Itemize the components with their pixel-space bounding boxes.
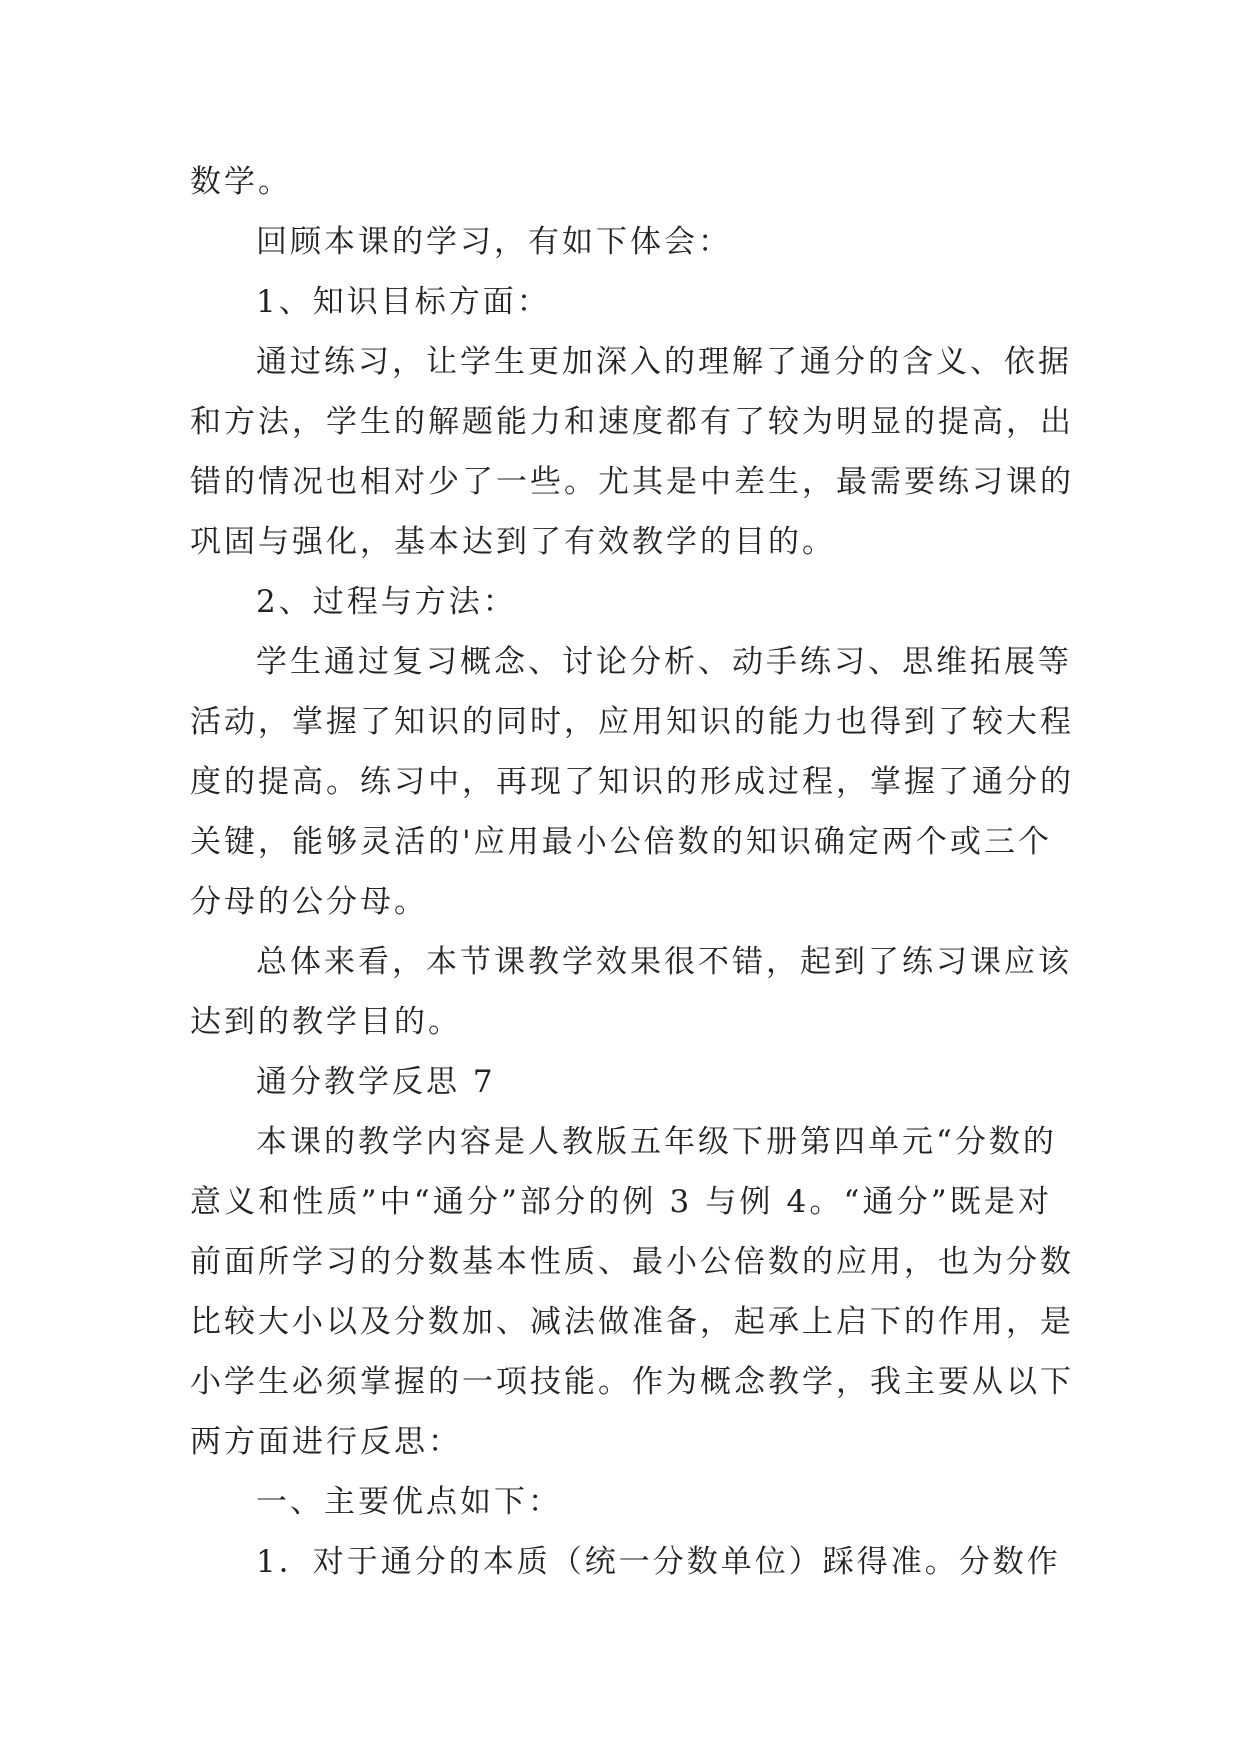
paragraph-line: 意义和性质”中“通分”部分的例 3 与例 4。“通分”既是对: [190, 1184, 1052, 1220]
paragraph-line: 数学。: [190, 164, 292, 200]
paragraph-line: 总体来看，本节课教学效果很不错，起到了练习课应该: [256, 944, 1072, 980]
paragraph-line: 比较大小以及分数加、减法做准备，起承上启下的作用，是: [190, 1304, 1074, 1340]
paragraph-line: 通过练习，让学生更加深入的理解了通分的含义、依据: [256, 344, 1072, 380]
paragraph-line: 和方法，学生的解题能力和速度都有了较为明显的提高，出: [190, 404, 1074, 440]
paragraph-line: 达到的教学目的。: [190, 1004, 462, 1040]
paragraph-line: 活动，掌握了知识的同时，应用知识的能力也得到了较大程: [190, 704, 1074, 740]
paragraph-line: 分母的公分母。: [190, 884, 428, 920]
paragraph-line: 1．对于通分的本质（统一分数单位）踩得准。分数作: [256, 1544, 1061, 1580]
paragraph-line: 关键，能够灵活的'应用最小公倍数的知识确定两个或三个: [190, 824, 1052, 860]
paragraph-line: 两方面进行反思：: [190, 1424, 462, 1460]
paragraph-line: 巩固与强化，基本达到了有效教学的目的。: [190, 524, 836, 560]
section-heading: 一、主要优点如下：: [256, 1484, 562, 1520]
paragraph-line: 度的提高。练习中，再现了知识的形成过程，掌握了通分的: [190, 764, 1074, 800]
paragraph-line: 学生通过复习概念、讨论分析、动手练习、思维拓展等: [256, 644, 1072, 680]
section-title: 通分教学反思 7: [256, 1064, 496, 1100]
paragraph-line: 错的情况也相对少了一些。尤其是中差生，最需要练习课的: [190, 464, 1074, 500]
section-heading: 1、知识目标方面：: [256, 284, 551, 320]
paragraph-line: 前面所学习的分数基本性质、最小公倍数的应用，也为分数: [190, 1244, 1074, 1280]
paragraph-line: 小学生必须掌握的一项技能。作为概念教学，我主要从以下: [190, 1364, 1074, 1400]
section-heading: 2、过程与方法：: [256, 584, 517, 620]
document-body: [190, 152, 1074, 1592]
paragraph-line: 本课的教学内容是人教版五年级下册第四单元“分数的: [256, 1124, 1057, 1160]
paragraph-line: 回顾本课的学习，有如下体会：: [256, 224, 732, 260]
